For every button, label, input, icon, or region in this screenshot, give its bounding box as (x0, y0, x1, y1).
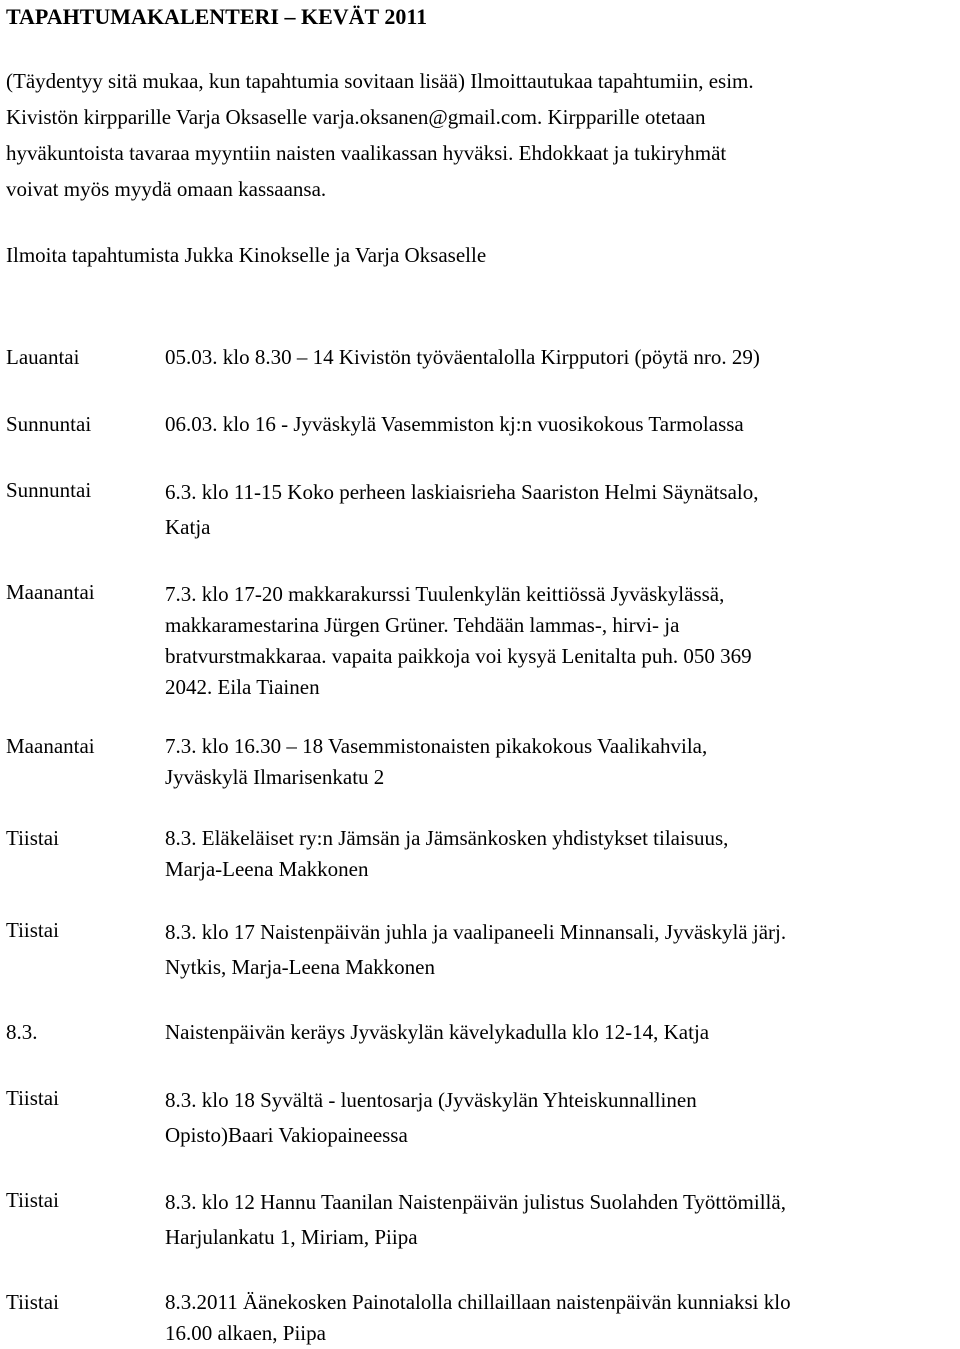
event-description (165, 915, 960, 985)
event-description (165, 579, 960, 703)
event-line: 8.3. klo 18 Syvältä - luentosarja (Jyväskylän Yhteiskunnallinen (165, 1088, 697, 1112)
event-line: 6.3. klo 11-15 Koko perheen laskiaisrieha Saariston Helmi Säynätsalo, (165, 480, 759, 504)
event-description (165, 1083, 960, 1153)
event-line: makkaramestarina Jürgen Grüner. Tehdään lammas-, hirvi- ja (165, 613, 680, 637)
event-day: Tiistai (6, 1086, 59, 1110)
event-line: 05.03. klo 8.30 – 14 Kivistön työväentalolla Kirpputori (pöytä nro. 29) (165, 345, 760, 369)
intro-line: voivat myös myydä omaan kassaansa. (6, 177, 327, 201)
event-day: Tiistai (6, 1188, 59, 1212)
event-line: 16.00 alkaen, Piipa (165, 1321, 326, 1345)
event-description (165, 1017, 960, 1048)
event-day: Sunnuntai (6, 412, 92, 436)
event-day: Lauantai (6, 345, 80, 369)
event-description (165, 823, 960, 885)
event-line: Katja (165, 515, 211, 539)
event-line: bratvurstmakkaraa. vapaita paikkoja voi kysyä Lenitalta puh. 050 369 (165, 644, 752, 668)
event-line: 2042. Eila Tiainen (165, 675, 320, 699)
event-description (165, 342, 960, 373)
event-day: Tiistai (6, 826, 59, 850)
event-day: 8.3. (6, 1020, 38, 1044)
event-line: 7.3. klo 17-20 makkarakurssi Tuulenkylän keittiössä Jyväskylässä, (165, 582, 725, 606)
notice-text: Ilmoita tapahtumista Jukka Kinokselle ja Varja Oksaselle (6, 243, 487, 267)
event-line: Naistenpäivän keräys Jyväskylän kävelykadulla klo 12-14, Katja (165, 1020, 710, 1044)
event-description (165, 731, 960, 793)
event-line: 06.03. klo 16 - Jyväskylä Vasemmiston kj:n vuosikokous Tarmolassa (165, 412, 744, 436)
event-description (165, 409, 960, 440)
event-day: Tiistai (6, 1290, 59, 1314)
event-description (165, 1287, 960, 1349)
event-line: 8.3. klo 12 Hannu Taanilan Naistenpäivän julistus Suolahden Työttömillä, (165, 1190, 786, 1214)
event-line: Opisto)Baari Vakiopaineessa (165, 1123, 408, 1147)
event-line: Marja-Leena Makkonen (165, 857, 369, 881)
event-line: 8.3.2011 Äänekosken Painotalolla chillaillaan naistenpäivän kunniaksi klo (165, 1290, 791, 1314)
event-description (165, 1185, 960, 1255)
event-line: Nytkis, Marja-Leena Makkonen (165, 955, 435, 979)
intro-line: Kivistön kirpparille Varja Oksaselle varja.oksanen@gmail.com. Kirpparille otetaan (6, 105, 706, 129)
intro-line: (Täydentyy sitä mukaa, kun tapahtumia sovitaan lisää) Ilmoittautukaa tapahtumiin, esim. (6, 69, 754, 93)
event-day: Maanantai (6, 734, 95, 758)
document-title: TAPAHTUMAKALENTERI – KEVÄT 2011 (6, 4, 428, 29)
event-line: 8.3. klo 17 Naistenpäivän juhla ja vaalipaneeli Minnansali, Jyväskylä järj. (165, 920, 787, 944)
event-line: 7.3. klo 16.30 – 18 Vasemmistonaisten pikakokous Vaalikahvila, (165, 734, 708, 758)
event-line: 8.3. Eläkeläiset ry:n Jämsän ja Jämsänkosken yhdistykset tilaisuus, (165, 826, 729, 850)
event-description (165, 475, 960, 545)
event-day: Tiistai (6, 918, 59, 942)
event-day: Maanantai (6, 580, 95, 604)
event-line: Jyväskylä Ilmarisenkatu 2 (165, 765, 385, 789)
intro-line: hyväkuntoista tavaraa myyntiin naisten vaalikassan hyväksi. Ehdokkaat ja tukiryhmät (6, 141, 727, 165)
event-line: Harjulankatu 1, Miriam, Piipa (165, 1225, 418, 1249)
event-day: Sunnuntai (6, 478, 92, 502)
